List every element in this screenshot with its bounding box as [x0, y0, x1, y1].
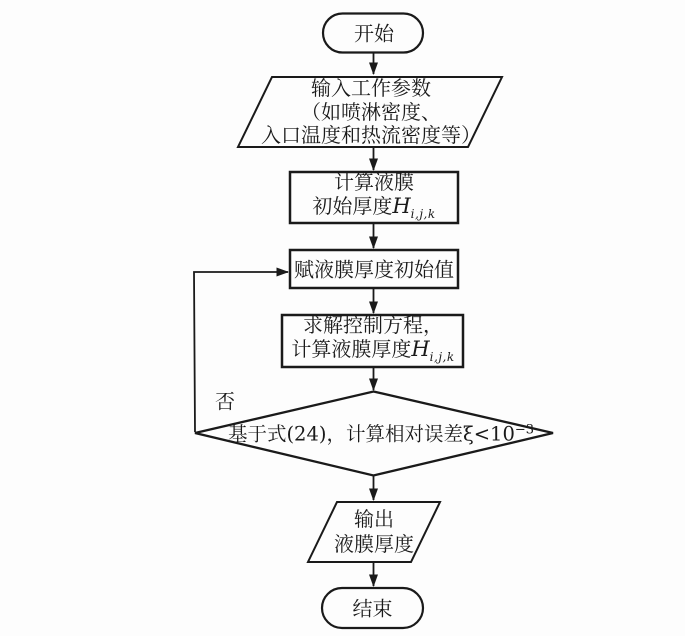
arrow-loop-no-feedback: [194, 272, 288, 432]
decision-exponent: −3: [514, 422, 535, 438]
calc-initial-line-1: 计算液膜: [333, 170, 414, 194]
solve-line-2: [291, 337, 454, 369]
solve-prefix: 计算液膜厚度: [291, 337, 412, 361]
node-start-label: [354, 22, 394, 46]
decision-text: 基于式(24)，计算相对误差ξ<10: [227, 422, 515, 446]
node-input-label: [261, 77, 481, 148]
input-line-2: （如喷淋密度、: [301, 99, 441, 124]
output-line-1: 输出: [354, 507, 394, 531]
node-decision-label: [228, 418, 534, 446]
node-output-label: [334, 507, 414, 557]
calc-initial-prefix: 初始厚度: [312, 194, 393, 218]
no-text: 否: [215, 389, 235, 414]
calc-initial-line-2: [312, 194, 435, 226]
node-solve-label: [291, 313, 454, 369]
end-text: 结束: [352, 595, 393, 620]
node-calc-initial-label: [312, 170, 435, 226]
film-thickness-variable: H: [411, 337, 430, 361]
node-assign-initial-label: [294, 258, 454, 282]
assign-initial-text: 赋液膜厚度初始值: [294, 256, 454, 281]
film-thickness-variable: H: [392, 194, 411, 218]
input-line-1: 输入工作参数: [311, 75, 431, 100]
film-thickness-subscript: i,j,k: [410, 207, 436, 221]
branch-no-label: [215, 386, 235, 415]
solve-line-1: 求解控制方程，: [302, 313, 443, 337]
start-text: 开始: [354, 20, 394, 45]
node-end-label: [353, 597, 393, 621]
film-thickness-subscript: i,j,k: [429, 350, 455, 364]
input-line-3: 入口温度和热流密度等）: [261, 122, 481, 147]
output-line-2: 液膜厚度: [334, 532, 414, 556]
